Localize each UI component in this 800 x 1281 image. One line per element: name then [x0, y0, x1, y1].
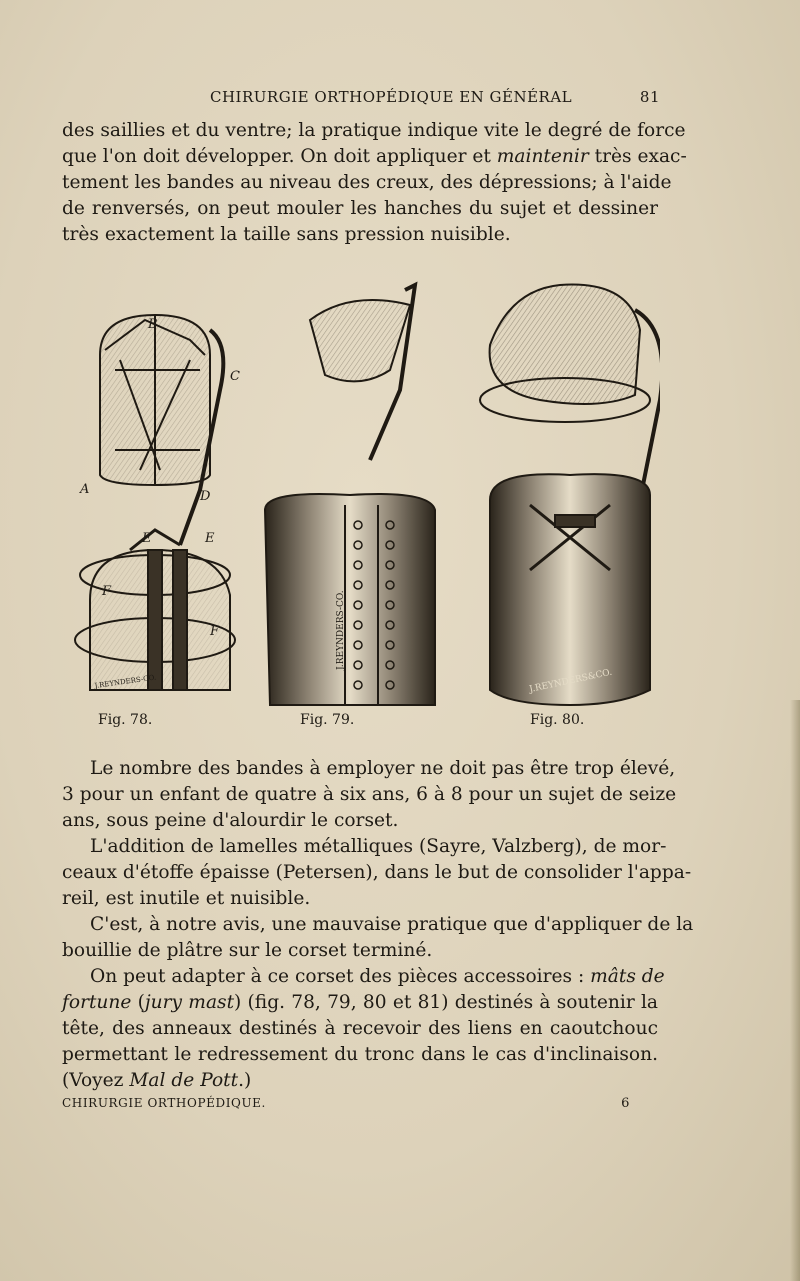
paragraph-intro: [62, 118, 687, 248]
fig80-corset: [480, 285, 660, 705]
corset-figures: [60, 250, 660, 710]
text-line: reil, est inutile et nuisible.: [62, 888, 311, 909]
fig78-label-f-right: F: [210, 624, 220, 639]
text-line: permettant le redressement du tronc dans le cas d'inclinaison.: [62, 1044, 658, 1065]
caption-fig-78: Fig. 78.: [98, 712, 153, 728]
italic-term: maintenir: [496, 146, 589, 167]
italic-term: mâts de: [590, 966, 665, 987]
fig78-label-e-left: E: [142, 531, 152, 546]
text-line: 3 pour un enfant de quatre à six ans, 6 à 8 pour un sujet de seize: [62, 784, 677, 805]
text-line: tement les bandes au niveau des creux, des dépressions; à l'aide: [62, 172, 672, 193]
text-line: (Voyez Mal de Pott.): [62, 1070, 252, 1091]
italic-term: jury mast: [144, 992, 235, 1013]
paragraph-main: [62, 756, 694, 1094]
text-line: de renversés, on peut mouler les hanches du sujet et dessiner: [62, 198, 658, 219]
text-line: ceaux d'étoffe épaisse (Petersen), dans le but de consolider l'appa-: [62, 862, 692, 883]
italic-term: fortune: [62, 992, 132, 1013]
fig78-label-e-right: E: [205, 531, 215, 546]
signature-footer: [62, 1096, 658, 1110]
fig78-label-d: D: [200, 489, 211, 504]
signature-title: CHIRURGIE ORTHOPÉDIQUE.: [62, 1096, 266, 1110]
page-edge-shadow: [790, 700, 800, 1281]
signature-number: 6: [621, 1096, 630, 1111]
italic-term: Mal de Pott: [129, 1070, 239, 1091]
page-number: 81: [639, 88, 660, 106]
text-line: très exactement la taille sans pression nuisible.: [62, 224, 511, 245]
text-line: L'addition de lamelles métalliques (Sayre, Valzberg), de mor-: [90, 836, 667, 857]
fig78-label-a: A: [80, 482, 90, 497]
text-line: tête, des anneaux destinés à recevoir des liens en caoutchouc: [62, 1018, 658, 1039]
caption-fig-79: Fig. 79.: [300, 712, 355, 728]
text-line: des saillies et du ventre; la pratique indique vite le degré de force: [62, 120, 686, 141]
fig80-maker-mark: J.REYNDERS&CO.: [528, 667, 614, 695]
fig78-label-b: B: [148, 317, 158, 332]
fig78-label-f-left: F: [102, 584, 112, 599]
text-line: bouillie de plâtre sur le corset terminé.: [62, 940, 433, 961]
text-line: Le nombre des bandes à employer ne doit pas être trop élevé,: [90, 758, 676, 779]
fig78-maker-mark: J.REYNDERS-CO.: [94, 673, 157, 690]
text-line: que l'on doit développer. On doit appliquer et maintenir très exac-: [62, 146, 687, 167]
caption-fig-80: Fig. 80.: [530, 712, 585, 728]
text-line: ans, sous peine d'alourdir le corset.: [62, 810, 399, 831]
fig78-label-c: C: [230, 369, 240, 384]
text-line: C'est, à notre avis, une mauvaise pratique que d'appliquer de la: [90, 914, 694, 935]
text-line: On peut adapter à ce corset des pièces accessoires : mâts de: [90, 966, 665, 987]
fig79-maker-mark: J.REYNDERS-CO.: [336, 590, 346, 670]
text-line: fortune (jury mast) (fig. 78, 79, 80 et 81) destinés à soutenir la: [62, 992, 658, 1013]
fig79-corset: [265, 285, 435, 705]
running-title: CHIRURGIE ORTHOPÉDIQUE EN GÉNÉRAL: [210, 88, 573, 106]
